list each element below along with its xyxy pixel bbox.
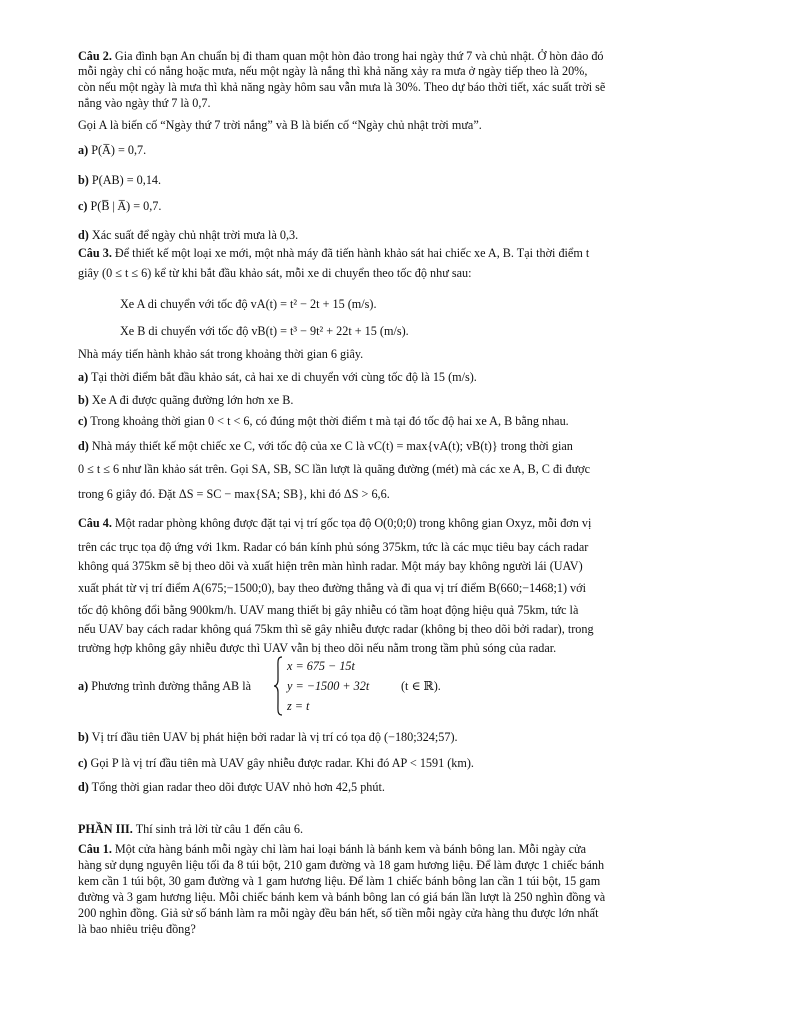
q1-line-5: 200 nghìn đồng. Giả sử số bánh làm ra mỗi ngày đều bán hết, số tiền mỗi ngày cửa hàng thu được lớn nhất xyxy=(78,906,599,920)
q3-car-b: Xe B di chuyển với tốc độ vB(t) = t³ − 9t² + 22t + 15 (m/s). xyxy=(120,324,409,338)
q2-option-c xyxy=(78,199,161,214)
q3-option-d xyxy=(78,439,573,454)
q4-d-text: Tổng thời gian radar theo dõi được UAV nhỏ hơn 42,5 phút. xyxy=(91,780,385,794)
q3-survey: Nhà máy tiến hành khảo sát trong khoảng thời gian 6 giây. xyxy=(78,347,364,361)
q3-c-label: c) xyxy=(78,414,88,428)
q3-d-text-3: trong 6 giây đó. Đặt ΔS = SC − max{SA; SB}, khi đó ΔS > 6,6. xyxy=(78,487,390,501)
q3-a-label: a) xyxy=(78,370,89,384)
q3-a-text: Tại thời điểm bắt đầu khảo sát, cả hai xe di chuyển với cùng tốc độ là 15 (m/s). xyxy=(90,370,477,384)
q3-d-label: d) xyxy=(78,439,89,453)
q4-intro-1: Một radar phòng không được đặt tại vị trí gốc tọa độ O(0;0;0) trong không gian Oxyz, mỗi đơn vị xyxy=(114,516,592,530)
q1-line-2: hàng sử dụng nguyên liệu tối đa 8 túi bột, 210 gam đường và 18 gam hương liệu. Để làm được 1 chiếc bánh xyxy=(78,858,605,872)
q4-option-b xyxy=(78,730,458,745)
q2-option-d xyxy=(78,228,298,243)
q4-intro-2: trên các trục tọa độ ứng với 1km. Radar có bán kính phủ sóng 375km, tức là các mục tiêu bay cách radar xyxy=(78,540,589,554)
q3-intro-line xyxy=(78,246,589,261)
q4-label: Câu 4. xyxy=(78,516,112,530)
q3-c-text: Trong khoảng thời gian 0 < t < 6, có đúng một thời điểm t mà tại đó tốc độ hai xe A, B bằng nhau. xyxy=(90,414,569,428)
part3-label: PHẦN III. xyxy=(78,822,133,836)
q3-b-label: b) xyxy=(78,393,89,407)
q2-a-text: P(A̅) = 0,7. xyxy=(91,143,147,157)
part3-text: Thí sinh trả lời từ câu 1 đến câu 6. xyxy=(135,822,304,836)
q4-intro-5: tốc độ không đổi bằng 900km/h. UAV mang thiết bị gây nhiễu có tầm hoạt động hiệu quả 75km, tức là xyxy=(78,603,579,617)
q4-intro-6: nếu UAV bay cách radar không quá 75km thì sẽ gây nhiễu được radar (không bị theo dõi bởi radar), trong xyxy=(78,622,594,636)
q3-b-text: Xe A đi được quãng đường lớn hơn xe B. xyxy=(91,393,294,407)
q2-a-label: a) xyxy=(78,143,89,157)
part3-heading xyxy=(78,822,303,837)
q4-intro-7: trường hợp không gây nhiễu được thì UAV vẫn bị theo dõi nếu nằm trong tầm phủ sóng của radar. xyxy=(78,641,557,655)
q4-d-label: d) xyxy=(78,780,89,794)
q2-intro-line xyxy=(78,49,604,64)
q2-d-text: Xác suất để ngày chủ nhật trời mưa là 0,3. xyxy=(91,228,299,242)
q3-label: Câu 3. xyxy=(78,246,112,260)
q3-option-b xyxy=(78,393,293,408)
q2-intro-4: nắng vào ngày thứ 7 là 0,7. xyxy=(78,96,211,110)
q4-a-text: Phương trình đường thẳng AB là xyxy=(91,679,252,693)
q2-b-label: b) xyxy=(78,173,89,187)
q4-system-x: x = 675 − 15t xyxy=(287,659,355,673)
q3-intro-2: giây (0 ≤ t ≤ 6) kể từ khi bắt đầu khảo sát, mỗi xe di chuyển theo tốc độ như sau: xyxy=(78,266,472,280)
q3-d-text-2: 0 ≤ t ≤ 6 như lần khảo sát trên. Gọi SA, SB, SC lần lượt là quãng đường (mét) mà các xe A, B, C đi được xyxy=(78,462,591,476)
q2-d-label: d) xyxy=(78,228,89,242)
q3-d-text-1: Nhà máy thiết kế một chiếc xe C, với tốc độ của xe C là vC(t) = max{vA(t); vB(t)} trong thời gian xyxy=(91,439,573,453)
q1-line-1 xyxy=(78,842,586,857)
q3-option-a xyxy=(78,370,477,385)
q1-text-1: Một cửa hàng bánh mỗi ngày chỉ làm hai loại bánh là bánh kem và bánh bông lan. Mỗi ngày cửa xyxy=(114,842,587,856)
q4-b-text: Vị trí đầu tiên UAV bị phát hiện bởi radar là vị trí có tọa độ (−180;324;57). xyxy=(91,730,458,744)
q2-events: Gọi A là biến cố “Ngày thứ 7 trời nắng” và B là biến cố “Ngày chủ nhật trời mưa”. xyxy=(78,118,482,132)
q2-c-text: P(B̅ | A̅) = 0,7. xyxy=(90,199,162,213)
q4-c-text: Gọi P là vị trí đầu tiên mà UAV gây nhiễu được radar. Khi đó AP < 1591 (km). xyxy=(90,756,474,770)
q4-option-c xyxy=(78,756,474,771)
q4-option-a-line xyxy=(78,679,251,694)
q2-intro-3: còn nếu một ngày là mưa thì khả năng ngày hôm sau vẫn mưa là 30%. Theo dự báo thời tiết, xác suất trời sẽ xyxy=(78,80,606,94)
q3-intro-1: Để thiết kế một loại xe mới, một nhà máy đã tiến hành khảo sát hai chiếc xe A, B. Tại thời điểm t xyxy=(114,246,590,260)
q1-line-4: đường và 3 gam hương liệu. Mỗi chiếc bánh kem và bánh bông lan có giá bán lần lượt là 250 nghìn đồng và xyxy=(78,890,606,904)
q4-intro-line xyxy=(78,516,591,531)
q3-car-a: Xe A di chuyển với tốc độ vA(t) = t² − 2t + 15 (m/s). xyxy=(120,297,377,311)
q2-b-text: P(AB) = 0,14. xyxy=(91,173,162,187)
q2-c-label: c) xyxy=(78,199,88,213)
q2-intro-2: mỗi ngày chỉ có nắng hoặc mưa, nếu một ngày là nắng thì khả năng xảy ra mưa ở ngày tiếp theo là 20%, xyxy=(78,64,588,78)
q4-system-y: y = −1500 + 32t xyxy=(287,679,370,693)
q2-label: Câu 2. xyxy=(78,49,112,63)
q1-label: Câu 1. xyxy=(78,842,112,856)
q2-option-a xyxy=(78,143,146,158)
q1-line-6: là bao nhiêu triệu đồng? xyxy=(78,922,196,936)
q4-option-d xyxy=(78,780,385,795)
q4-intro-4: xuất phát từ vị trí điểm A(675;−1500;0), bay theo đường thẳng và đi qua vị trí điểm B(660;−1468;1) với xyxy=(78,581,586,595)
q4-a-label: a) xyxy=(78,679,89,693)
q4-b-label: b) xyxy=(78,730,89,744)
q3-option-c xyxy=(78,414,569,429)
q4-line-system xyxy=(273,656,483,718)
q1-line-3: kem cần 1 túi bột, 30 gam đường và 1 gam hương liệu. Để làm 1 chiếc bánh bông lan cần 1 túi bột, 15 gam xyxy=(78,874,601,888)
q4-intro-3: không quá 375km sẽ bị theo dõi và xuất hiện trên màn hình radar. Một máy bay không người lái (UAV) xyxy=(78,559,583,573)
q2-option-b xyxy=(78,173,161,188)
q2-intro-1: Gia đình bạn An chuẩn bị đi tham quan một hòn đảo trong hai ngày thứ 7 và chủ nhật. Ở hòn đảo đó xyxy=(114,49,604,63)
q4-c-label: c) xyxy=(78,756,88,770)
q4-system-z: z = t xyxy=(287,699,310,713)
q4-system-condition: (t ∈ ℝ). xyxy=(401,679,441,693)
